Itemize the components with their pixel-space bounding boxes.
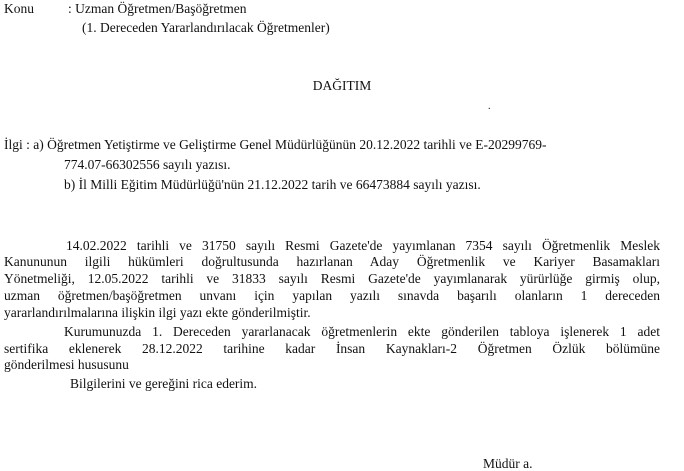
paragraph-2-line: Kurumunuzda 1. Dereceden yararlanacak öğretmenlerin ekte gönderilen tabloya işlenerek 1 adet (64, 324, 660, 339)
paragraph-2-line: gönderilmesi hususunu (4, 357, 129, 372)
reference-a-line-2: 774.07-66302556 sayılı yazısı. (64, 157, 231, 172)
paragraph-2-line: sertifika eklenerek 28.12.2022 tarihine kadar İnsan Kaynakları-2 Öğretmen Özlük bölümüne (4, 341, 660, 356)
signature-title: Müdür a. (483, 456, 533, 471)
paragraph-1-line: Kanununun ilgili hükümleri doğrultusunda hazırlanan Aday Öğretmenlik ve Kariyer Basamakları (4, 254, 660, 269)
paragraph-1-line: uzman öğretmen/başöğretmen unvanı için yapılan yazılı sınavda başarılı olanların 1 dereceden (4, 288, 660, 303)
paragraph-1-line: yararlandırılmalarına ilişkin ilgi yazı ekte gönderilmiştir. (4, 305, 311, 320)
paragraph-1-line: 14.02.2022 tarihli ve 31750 sayılı Resmi Gazete'de yayımlanan 7354 sayılı Öğretmenlik Meslek (66, 238, 660, 253)
reference-a-line-1: İlgi : a) Öğretmen Yetiştirme ve Geliştirme Genel Müdürlüğünün 20.12.2022 tarihli ve E-20299769- (4, 137, 547, 152)
paragraph-1-line: Yönetmeliği, 12.05.2022 tarihli ve 31833 sayılı Resmi Gazete'de yayımlanarak yürürlüğe girmiş olup, (4, 271, 660, 286)
distribution-title: DAĞITIM (312, 78, 372, 93)
subject-subtitle: (1. Dereceden Yararlandırılacak Öğretmenler) (82, 20, 330, 35)
reference-b: b) İl Milli Eğitim Müdürlüğü'nün 21.12.2022 tarih ve 66473884 sayılı yazısı. (64, 177, 481, 192)
subject-value: : Uzman Öğretmen/Başöğretmen (68, 1, 247, 16)
closing-sentence: Bilgilerini ve gereğini rica ederim. (70, 376, 258, 391)
subject-label: Konu (4, 1, 34, 16)
distribution-dot: . (488, 101, 491, 112)
